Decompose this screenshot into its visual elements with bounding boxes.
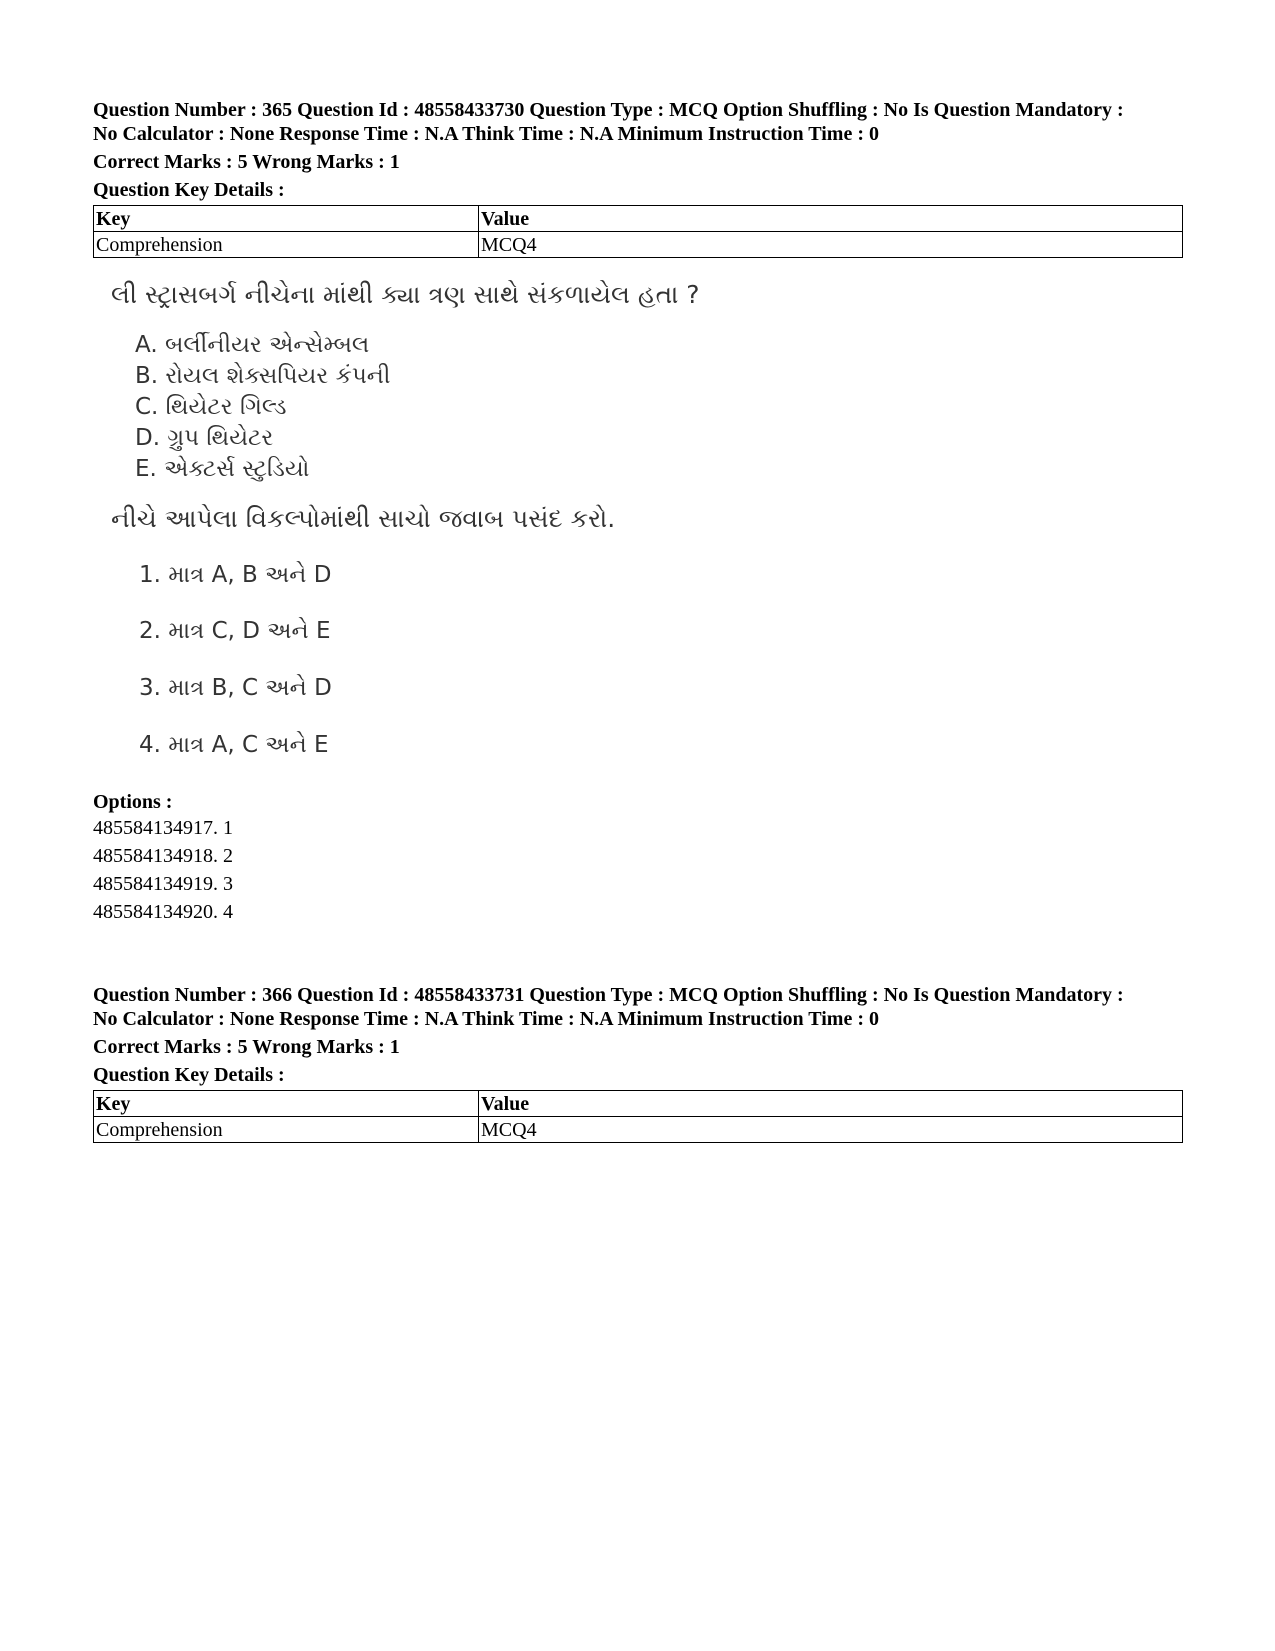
key-details-table bbox=[93, 205, 1183, 258]
choice-1: 1. માત્ર A, B અને D bbox=[139, 562, 332, 588]
options-label: Options : bbox=[93, 791, 173, 813]
question-meta-line-1: Question Number : 365 Question Id : 48558433730 Question Type : MCQ Option Shuffling : No Is Question Mandatory : bbox=[93, 99, 1124, 121]
choice-4: 4. માત્ર A, C અને E bbox=[139, 732, 329, 758]
table-header-row bbox=[94, 1091, 1183, 1117]
table-header-row bbox=[94, 206, 1183, 232]
table-header-key: Key bbox=[94, 206, 479, 232]
question-meta-line-2: No Calculator : None Response Time : N.A Think Time : N.A Minimum Instruction Time : 0 bbox=[93, 1008, 879, 1030]
table-cell-key: Comprehension bbox=[94, 1117, 479, 1143]
question-meta-line-1: Question Number : 366 Question Id : 48558433731 Question Type : MCQ Option Shuffling : No Is Question Mandatory : bbox=[93, 984, 1124, 1006]
marks-line: Correct Marks : 5 Wrong Marks : 1 bbox=[93, 151, 400, 173]
option-item: 485584134917. 1 bbox=[93, 817, 233, 839]
statement-e: E. એક્ટર્સ સ્ટુડિયો bbox=[135, 456, 310, 482]
option-item: 485584134920. 4 bbox=[93, 901, 233, 923]
table-cell-value: MCQ4 bbox=[479, 1117, 1183, 1143]
table-header-key: Key bbox=[94, 1091, 479, 1117]
key-details-table bbox=[93, 1090, 1183, 1143]
key-details-label: Question Key Details : bbox=[93, 179, 285, 201]
statement-d: D. ગ્રુપ થિયેટર bbox=[135, 425, 274, 451]
table-header-value: Value bbox=[479, 1091, 1183, 1117]
table-cell-value: MCQ4 bbox=[479, 232, 1183, 258]
question-block-365 bbox=[93, 98, 1183, 926]
choice-2: 2. માત્ર C, D અને E bbox=[139, 618, 331, 644]
choice-3: 3. માત્ર B, C અને D bbox=[139, 675, 332, 701]
question-image bbox=[93, 280, 793, 780]
question-text: લી સ્ટ્રાસબર્ગ નીચેના માંથી ક્યા ત્રણ સાથે સંકળાયેલ હતા ? bbox=[111, 280, 700, 309]
option-item: 485584134919. 3 bbox=[93, 873, 233, 895]
question-block-366 bbox=[93, 983, 1183, 1143]
key-details-label: Question Key Details : bbox=[93, 1064, 285, 1086]
table-cell-key: Comprehension bbox=[94, 232, 479, 258]
table-row bbox=[94, 232, 1183, 258]
statement-c: C. થિયેટર ગિલ્ડ bbox=[135, 394, 287, 420]
statement-b: B. રોયલ શેક્સપિયર કંપની bbox=[135, 363, 391, 389]
instruction-text: નીચે આપેલા વિકલ્પોમાંથી સાચો જવાબ પસંદ કરો. bbox=[111, 504, 616, 533]
table-header-value: Value bbox=[479, 206, 1183, 232]
marks-line: Correct Marks : 5 Wrong Marks : 1 bbox=[93, 1036, 400, 1058]
table-row bbox=[94, 1117, 1183, 1143]
question-meta-line-2: No Calculator : None Response Time : N.A Think Time : N.A Minimum Instruction Time : 0 bbox=[93, 123, 879, 145]
option-item: 485584134918. 2 bbox=[93, 845, 233, 867]
statement-a: A. બર્લીનીયર એન્સેમ્બલ bbox=[135, 332, 370, 358]
